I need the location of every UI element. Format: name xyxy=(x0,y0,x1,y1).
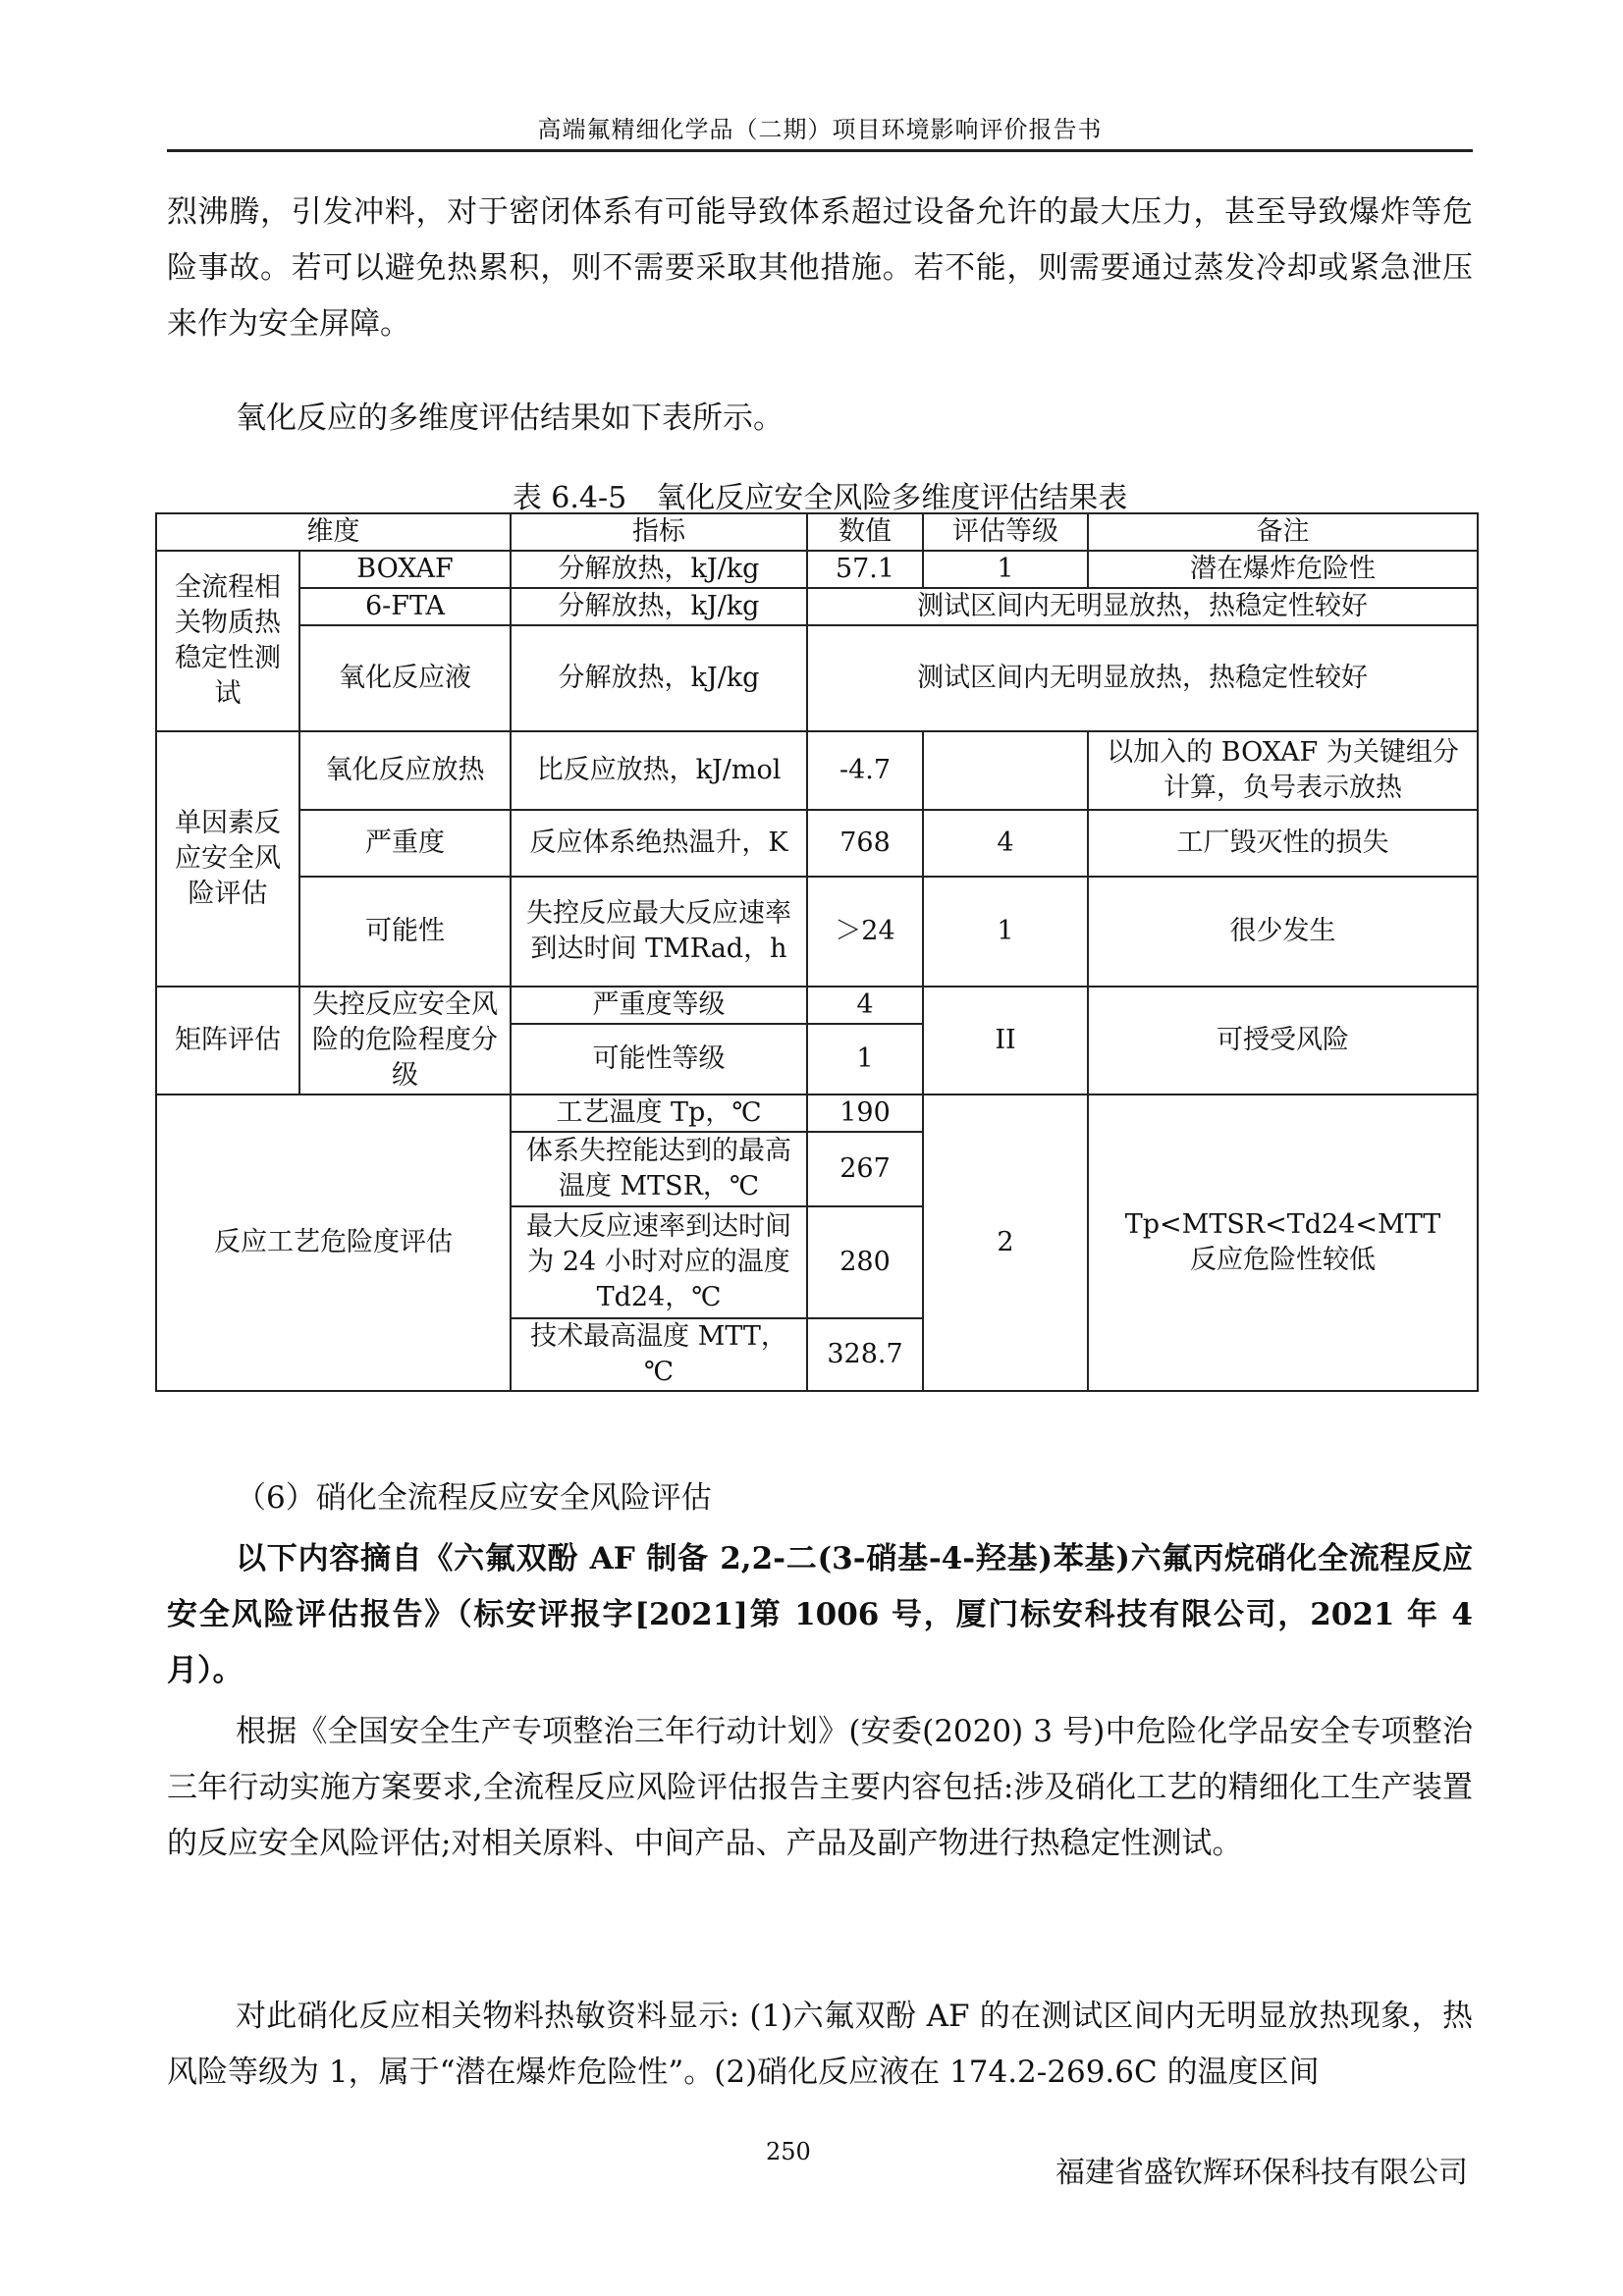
cell-indicator: 体系失控能达到的最高温度 MTSR，℃ xyxy=(511,1132,807,1206)
table-row xyxy=(156,588,1478,625)
table-header-row xyxy=(156,513,1478,551)
cell-indicator: 比反应放热，kJ/mol xyxy=(511,731,807,810)
cell-value: 190 xyxy=(807,1095,923,1132)
page-number: 250 xyxy=(766,2138,811,2165)
cell-item: 氧化反应液 xyxy=(299,625,511,731)
cell-level: 4 xyxy=(923,810,1088,877)
note-line: 反应危险性较低 xyxy=(1190,1245,1376,1275)
header-dimension: 维度 xyxy=(156,513,511,551)
table-row xyxy=(156,877,1478,987)
header-divider xyxy=(167,149,1473,152)
cell-indicator: 分解放热，kJ/kg xyxy=(511,551,807,588)
section-single-factor: 单因素反应安全风险评估 xyxy=(156,731,299,987)
header-value: 数值 xyxy=(807,513,923,551)
cell-item: 失控反应安全风险的危险程度分级 xyxy=(299,987,511,1095)
cell-value: ＞24 xyxy=(807,877,923,987)
cell-indicator: 严重度等级 xyxy=(511,987,807,1024)
table-row xyxy=(156,810,1478,877)
cell-value: 4 xyxy=(807,987,923,1024)
table-row xyxy=(156,625,1478,731)
cell-item: 氧化反应放热 xyxy=(299,731,511,810)
header-level: 评估等级 xyxy=(923,513,1088,551)
cell-level: 1 xyxy=(923,551,1088,588)
section-heading-nitration: （6）硝化全流程反应安全风险评估 xyxy=(236,1480,712,1516)
table-row xyxy=(156,551,1478,588)
note-line: Tp<MTSR<Td24<MTT xyxy=(1124,1209,1441,1240)
cell-indicator: 分解放热，kJ/kg xyxy=(511,625,807,731)
footer-organization: 福建省盛钦辉环保科技有限公司 xyxy=(1055,2156,1468,2190)
cell-indicator: 最大反应速率到达时间为 24 小时对应的温度 Td24，℃ xyxy=(511,1206,807,1318)
cell-note: 工厂毁灭性的损失 xyxy=(1088,810,1478,877)
cell-level: 1 xyxy=(923,877,1088,987)
cell-value: 328.7 xyxy=(807,1318,923,1391)
cell-value: 267 xyxy=(807,1132,923,1206)
header-indicator: 指标 xyxy=(511,513,807,551)
cell-item: BOXAF xyxy=(299,551,511,588)
cell-note xyxy=(1088,1095,1478,1391)
cell-indicator: 反应体系绝热温升，K xyxy=(511,810,807,877)
cell-value: 768 xyxy=(807,810,923,877)
cell-note: 很少发生 xyxy=(1088,877,1478,987)
cell-indicator: 工艺温度 Tp，℃ xyxy=(511,1095,807,1132)
table-caption: 表 6.4-5 氧化反应安全风险多维度评估结果表 xyxy=(512,481,1128,515)
cell-item: 严重度 xyxy=(299,810,511,877)
table-row xyxy=(156,1095,1478,1132)
cell-item: 可能性 xyxy=(299,877,511,987)
cell-value: 280 xyxy=(807,1206,923,1318)
cell-indicator: 技术最高温度 MTT，℃ xyxy=(511,1318,807,1391)
cell-value: 1 xyxy=(807,1024,923,1095)
cell-note: 测试区间内无明显放热，热稳定性较好 xyxy=(807,625,1478,731)
paragraph-table-intro: 氧化反应的多维度评估结果如下表所示。 xyxy=(236,400,784,436)
section-matrix: 矩阵评估 xyxy=(156,987,299,1095)
cell-level: II xyxy=(923,987,1088,1095)
cell-indicator: 分解放热，kJ/kg xyxy=(511,588,807,625)
cell-value: -4.7 xyxy=(807,731,923,810)
cell-level xyxy=(923,731,1088,810)
cell-level: 2 xyxy=(923,1095,1088,1391)
paragraph-thermal-accumulation: 烈沸腾，引发冲料，对于密闭体系有可能导致体系超过设备允许的最大压力，甚至导致爆炸等危险事故。若可以避免热累积，则不需要采取其他措施。若不能，则需要通过蒸发冷却或紧急泄压来作为安全屏障。 xyxy=(167,194,1473,342)
header-note: 备注 xyxy=(1088,513,1478,551)
cell-value: 57.1 xyxy=(807,551,923,588)
paragraph-regulation: 根据《全国安全生产专项整治三年行动计划》(安委(2020) 3 号)中危险化学品安全专项整治三年行动实施方案要求,全流程反应风险评估报告主要内容包括:涉及硝化工艺的精细化工生产装置的反应安全风险评估;对相关原料、中间产品、产品及副产物进行热稳定性测试。 xyxy=(167,1714,1473,1861)
table-row xyxy=(156,731,1478,810)
cell-indicator: 失控反应最大反应速率到达时间 TMRad，h xyxy=(511,877,807,987)
cell-indicator: 可能性等级 xyxy=(511,1024,807,1095)
cell-note: 潜在爆炸危险性 xyxy=(1088,551,1478,588)
section-thermal-stability: 全流程相关物质热稳定性测试 xyxy=(156,551,299,731)
cell-item: 6-FTA xyxy=(299,588,511,625)
cell-note: 测试区间内无明显放热，热稳定性较好 xyxy=(807,588,1478,625)
document-header-title: 高端氟精细化学品（二期）项目环境影响评价报告书 xyxy=(537,116,1103,143)
paragraph-excerpt-source: 以下内容摘自《六氟双酚 AF 制备 2,2-二(3-硝基-4-羟基)苯基)六氟丙烷硝化全流程反应安全风险评估报告》（标安评报字[2021]第 1006 号，厦门标安科技有限公司，2021 年 4 月）。 xyxy=(167,1541,1473,1688)
section-process-hazard: 反应工艺危险度评估 xyxy=(156,1095,511,1391)
paragraph-thermal-data: 对此硝化反应相关物料热敏资料显示: (1)六氟双酚 AF 的在测试区间内无明显放热现象，热风险等级为 1，属于“潜在爆炸危险性”。(2)硝化反应液在 174.2-269.6C 的温度区间 xyxy=(167,1999,1473,2090)
risk-assessment-table xyxy=(155,512,1479,1392)
cell-note: 以加入的 BOXAF 为关键组分计算，负号表示放热 xyxy=(1088,731,1478,810)
cell-note: 可授受风险 xyxy=(1088,987,1478,1095)
table-row xyxy=(156,987,1478,1024)
